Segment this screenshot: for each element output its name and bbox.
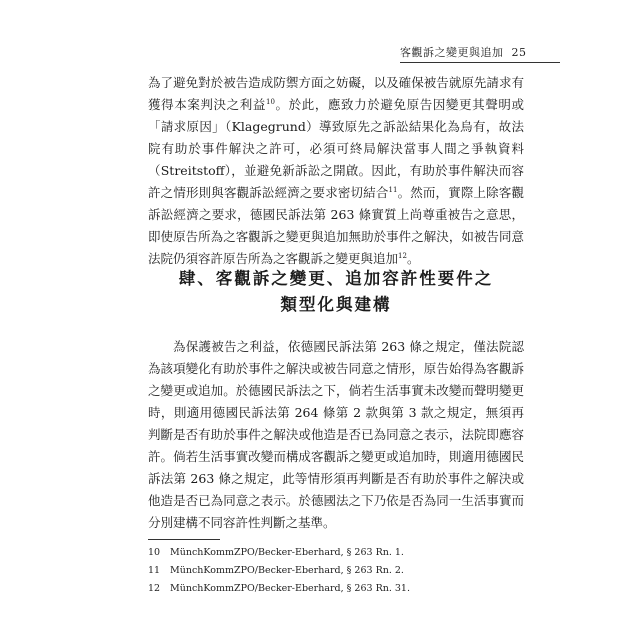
footnote-11 [148,565,524,577]
footnote-text: MünchKommZPO/Becker-Eberhard, § 263 Rn. 31. [170,583,410,594]
para1-text-4: 。 [406,251,420,266]
footnote-10 [148,547,524,559]
running-head-title: 客觀訴之變更與追加 [400,46,504,59]
running-head-rule [400,62,560,63]
footnote-ref-12: 12 [398,251,407,260]
section-heading-line-1: 肆、客觀訴之變更、追加容許性要件之 [178,269,494,288]
footnote-number: 10 [148,547,161,558]
footnote-ref-10: 10 [265,97,275,106]
footnote-number: 11 [148,565,161,576]
footnote-number: 12 [148,583,161,594]
footnote-rule [148,539,220,540]
body-paragraph-2: 為保護被告之利益，依德國民訴法第 263 條之規定，僅法院認為該項變化有助於事件之解決或被告同意之情形，原告始得為客觀訴之變更或追加。於德國民訴法之下，倘若生活事實未改變而聲明變更時，則適用德國民訴法第 264 條第 2 款與第 3 款之規定，無須再判斷是否有助於事件之解決或他造是否已為同意之表示，法院即應容許。倘若生活事實改變而構成客觀訴之變更或追加時，則適用德國民訴法第 263 條之規定，此等情形須再判斷是否有助於事件之解決或他造是否已為同意之表示。於德國法之下乃依是否為同一生活事實而分別建構不同容許性判斷之基準。 [148,339,524,530]
section-heading-line-2: 類型化與建構 [280,295,392,314]
para1-text-1: 為了避免對於被告造成防禦方面之妨礙，以及確保被告就原先請求有獲得本案判決之利益 [148,75,524,112]
footnote-12 [148,583,524,595]
footnote-text: MünchKommZPO/Becker-Eberhard, § 263 Rn. 2. [170,565,404,576]
body-paragraph-1 [148,72,524,270]
para1-text-3: 。然而，實際上除客觀訴訟經濟之要求，德國民訴法第 263 條實質上尚尊重被告之意思，即使原告所為之客觀訴之變更與追加無助於事件之解決，如被告同意法院仍須容許原告所為之客觀訴之變更與追加 [148,185,524,266]
para1-text-2: 。於此，應致力於避免原告因變更其聲明或「請求原因」（Klagegrund）導致原先之訴訟結果化為烏有，故法院有助於事件解決之許可，必須可終局解決當事人間之爭執資料（Streitstoff），並避免新訴訟之開啟。因此，有助於事件解決而容許之情形則與客觀訴訟經濟之要求密切結合 [148,97,524,200]
page-number: 25 [511,46,527,59]
footnote-text: MünchKommZPO/Becker-Eberhard, § 263 Rn. 1. [170,547,404,558]
running-head [400,44,527,60]
footnote-ref-11: 11 [388,185,398,194]
